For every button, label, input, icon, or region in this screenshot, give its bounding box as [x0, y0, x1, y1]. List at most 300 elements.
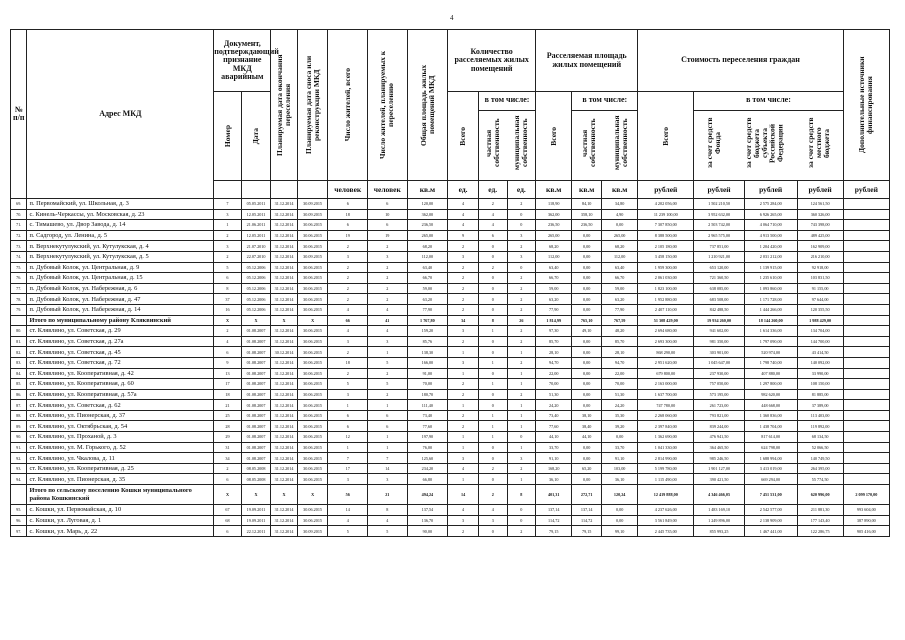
col-total-area: Общая площадь жилых помещений МКД [418, 64, 436, 146]
cell-c_fed: 3 413 019,00 [744, 463, 797, 474]
cell-area: 159,20 [407, 326, 448, 337]
cell-plan: 10 [368, 209, 408, 220]
cell-a_pr: 0,00 [572, 389, 602, 400]
cell-r_pr: 3 [478, 515, 507, 526]
cell-docn: 7 [214, 199, 241, 210]
unit-sqm-4: кв.м [602, 181, 638, 199]
cell-end: 30.12.2014 [271, 347, 297, 358]
cell-c_all: 747 780,00 [638, 400, 694, 411]
cell-a_pr: 236,50 [572, 220, 602, 231]
cell-r_pr: 4 [478, 505, 507, 516]
cell-c_fund: 683 508,00 [694, 294, 745, 305]
cell-dem: 30.06.2015 [297, 368, 328, 379]
cell-a_mun: 59,00 [602, 283, 638, 294]
col-area-including: в том числе: [572, 96, 637, 111]
cell-c_all: 5 199 780,00 [638, 463, 694, 474]
cell-area: 76,00 [407, 442, 448, 453]
cell-c_loc: 33 990,00 [797, 368, 843, 379]
cell-docn: 28 [214, 421, 241, 432]
cell-plan: 14 [368, 463, 408, 474]
cell-docn: 13 [214, 368, 241, 379]
cell-r_all: 2 [448, 421, 479, 432]
cell-c_fed: 1 171 728,00 [744, 294, 797, 305]
cell-n: 70. [11, 209, 27, 220]
cell-plan: 4 [368, 515, 408, 526]
cell-a_pr: 84,10 [572, 199, 602, 210]
table-row [11, 515, 890, 526]
cell-a_pr: 137,14 [572, 505, 602, 516]
cell-c_fed: 624 798,00 [744, 442, 797, 453]
cell-docn: 34 [214, 453, 241, 464]
cell-c_fed: 982 620,00 [744, 389, 797, 400]
cell-dem: 30.06.2015 [297, 400, 328, 411]
cell-n: 91. [11, 442, 27, 453]
cell-dem: 30.06.2015 [297, 294, 328, 305]
cell-a_all: 28,10 [536, 347, 572, 358]
cell-a_all: 401,31 [536, 485, 572, 505]
cell-n: 79. [11, 304, 27, 315]
cell-r_all: 9 [448, 230, 479, 241]
cell-date: X [241, 315, 271, 326]
cell-a_pr: 0,00 [572, 379, 602, 390]
cell-res: 4 [328, 304, 368, 315]
cell-addr: с. Кошки, ул. Луговая, д. 1 [27, 515, 214, 526]
cell-res: 7 [328, 453, 368, 464]
cell-c_fed: 1 797 090,00 [744, 336, 797, 347]
cell-plan: 19 [368, 230, 408, 241]
cell-extra [843, 400, 889, 411]
cell-c_fed: 2 031 212,00 [744, 251, 797, 262]
cell-n: 93. [11, 463, 27, 474]
cell-area: 77,60 [407, 421, 448, 432]
cell-docn: 29 [214, 432, 241, 443]
cell-c_loc: 103 831,50 [797, 273, 843, 284]
cell-dem: 30.06.2015 [297, 463, 328, 474]
cell-r_all: 2 [448, 304, 479, 315]
cell-r_pr: 2 [478, 463, 507, 474]
cell-dem: 30.06.2015 [297, 453, 328, 464]
cell-res: 12 [328, 432, 368, 443]
col-address: Адрес МКД [27, 30, 214, 199]
cell-c_fund: 1 483 169,10 [694, 505, 745, 516]
table-row [11, 432, 890, 443]
cell-docn: 2 [214, 326, 241, 337]
cell-r_all: 3 [448, 251, 479, 262]
cell-res: 2 [328, 347, 368, 358]
cell-n: 81. [11, 336, 27, 347]
cell-docn: 5 [214, 262, 241, 273]
cell-c_loc: 140 092,00 [797, 357, 843, 368]
cell-addr: п. Дубовый Колок, ул. Центральная, д. 15 [27, 273, 214, 284]
cell-date: 19.09.2011 [241, 505, 271, 516]
table-row [11, 304, 890, 315]
cell-n: 73. [11, 241, 27, 252]
cell-c_all: 2 061 030,00 [638, 273, 694, 284]
cell-c_fed: 1 204 420,00 [744, 241, 797, 252]
cell-c_all: 2 693 300,00 [638, 336, 694, 347]
cell-r_all: 3 [448, 326, 479, 337]
cell-c_loc: 1 988 429,00 [797, 315, 843, 326]
cell-r_all: 2 [448, 389, 479, 400]
table-row [11, 453, 890, 464]
cell-c_fed: 7 451 531,00 [744, 485, 797, 505]
cell-a_pr: 0,00 [572, 442, 602, 453]
unit-rub-4: рублей [797, 181, 843, 199]
cell-dem: 30.06.2015 [297, 262, 328, 273]
cell-c_fund: 1 502 210,50 [694, 199, 745, 210]
cell-c_loc: 216 210,00 [797, 251, 843, 262]
table-row [11, 220, 890, 231]
cell-res: 3 [328, 474, 368, 485]
cell-r_all: 3 [448, 453, 479, 464]
cell-c_loc: 162 909,00 [797, 241, 843, 252]
table-row [11, 410, 890, 421]
cell-n: 97. [11, 526, 27, 537]
cell-plan: 5 [368, 379, 408, 390]
cell-r_mun: 1 [507, 442, 536, 453]
cell-a_all: 236,50 [536, 220, 572, 231]
cell-r_mun: 1 [507, 379, 536, 390]
cell-r_pr: 1 [478, 421, 507, 432]
cell-end: 31.12.2014 [271, 515, 297, 526]
cell-c_all: 2 163 000,00 [638, 379, 694, 390]
cell-n: 84. [11, 368, 27, 379]
cell-area: 91,00 [407, 368, 448, 379]
cell-plan: 5 [368, 526, 408, 537]
cell-a_all: 63,20 [536, 294, 572, 305]
cell-addr: ст. Клявлино, ул. Советская, д. 27а [27, 336, 214, 347]
cell-dem: 30.06.2015 [297, 505, 328, 516]
unit-units-3: ед. [507, 181, 536, 199]
cell-docn: X [214, 315, 241, 326]
cell-end: 31.12.2014 [271, 294, 297, 305]
cell-a_pr: 0,00 [572, 230, 602, 241]
cell-r_mun: 2 [507, 326, 536, 337]
cell-end: 31.12.2014 [271, 251, 297, 262]
cell-dem: 30.09.2015 [297, 209, 328, 220]
cell-area: 66,80 [407, 474, 448, 485]
cell-r_pr: 0 [478, 526, 507, 537]
cell-a_pr: 272,71 [572, 485, 602, 505]
cell-extra [843, 474, 889, 485]
cell-c_loc: 43 414,50 [797, 347, 843, 358]
total-row [11, 485, 890, 505]
cell-date: 01.08.2007 [241, 357, 271, 368]
cell-c_fed: 1 093 860,00 [744, 283, 797, 294]
cell-a_pr: 765,10 [572, 315, 602, 326]
cell-c_all: 1 041 330,00 [638, 442, 694, 453]
cell-end: 31.12.2014 [271, 421, 297, 432]
cell-c_loc: 620 996,00 [797, 485, 843, 505]
cell-c_fund: 842 488,50 [694, 304, 745, 315]
cell-end: 31.12.2014 [271, 474, 297, 485]
cell-a_mun: 99,10 [602, 526, 638, 537]
cell-area: 77,90 [407, 304, 448, 315]
cell-addr: ст. Клявлино, ул. Проханой, д. 3 [27, 432, 214, 443]
cell-r_all: 4 [448, 220, 479, 231]
cell-c_fed: 817 614,00 [744, 432, 797, 443]
cell-addr: ст. Клявлино, ул. Кооперативная, д. 57а [27, 389, 214, 400]
cell-r_all: 2 [448, 273, 479, 284]
cell-res: 56 [328, 485, 368, 505]
cell-a_all: 91,10 [536, 453, 572, 464]
unit-people-1: человек [328, 181, 368, 199]
cell-r_mun: 0 [507, 432, 536, 443]
col-area-municipal: муниципальная собственность [612, 116, 630, 171]
cell-res: 6 [328, 410, 368, 421]
unit-people-2: человек [368, 181, 408, 199]
cell-a_mun: 36,10 [602, 474, 638, 485]
cell-plan: 2 [368, 283, 408, 294]
cell-date: 01.08.2007 [241, 379, 271, 390]
cell-r_mun: 1 [507, 410, 536, 421]
table-row [11, 273, 890, 284]
cell-c_fund: 981 350,00 [694, 336, 745, 347]
cell-extra [843, 199, 889, 210]
cell-a_pr: 0,00 [572, 453, 602, 464]
cell-a_mun: 112,00 [602, 251, 638, 262]
table-body [11, 199, 890, 537]
cell-r_mun: 3 [507, 453, 536, 464]
unit-rub-5: рублей [843, 181, 889, 199]
table-row [11, 463, 890, 474]
cell-extra [843, 251, 889, 262]
cell-end: 31.12.2014 [271, 442, 297, 453]
cell-area: 494,24 [407, 485, 448, 505]
cell-a_pr: 49,10 [572, 326, 602, 337]
cell-r_mun: 0 [507, 505, 536, 516]
cell-c_loc: 211 881,30 [797, 505, 843, 516]
cell-c_loc: 68 134,50 [797, 432, 843, 443]
cell-r_all: 4 [448, 463, 479, 474]
cell-a_all: 1 814,99 [536, 315, 572, 326]
cell-c_loc: 360 326,00 [797, 209, 843, 220]
table-row [11, 505, 890, 516]
cell-c_fed: 1 139 915,00 [744, 262, 797, 273]
cell-c_fed: 2 575 284,00 [744, 199, 797, 210]
cell-dem: 30.06.2015 [297, 515, 328, 526]
cell-c_all: 11 239 100,00 [638, 209, 694, 220]
cell-plan: 3 [368, 474, 408, 485]
cell-res: 4 [328, 515, 368, 526]
cell-c_all: 1 959 300,00 [638, 262, 694, 273]
cell-c_fund: 1 901 127,00 [694, 463, 745, 474]
cell-c_fed: 18 144 260,00 [744, 315, 797, 326]
cell-r_pr: 0 [478, 283, 507, 294]
cell-docn: 37 [214, 294, 241, 305]
cell-c_all: 679 800,00 [638, 368, 694, 379]
cell-c_all: 1 823 100,00 [638, 283, 694, 294]
col-doc-date: Дата [251, 127, 261, 145]
cell-a_mun: 85,70 [602, 336, 638, 347]
table-row [11, 326, 890, 337]
cell-extra [843, 304, 889, 315]
cell-extra [843, 442, 889, 453]
table-row [11, 230, 890, 241]
cell-addr: ст. Клявлино, ул. Советская, д. 45 [27, 347, 214, 358]
cell-plan: 4 [368, 304, 408, 315]
cell-area: 120,00 [407, 199, 448, 210]
col-cost: Стоимость переселения граждан [638, 30, 843, 92]
cell-c_fund: 19 934 260,00 [694, 315, 745, 326]
cell-r_mun: 2 [507, 273, 536, 284]
cell-r_all: 1 [448, 347, 479, 358]
cell-area: 1 767,80 [407, 315, 448, 326]
cell-c_all: 2 694 680,00 [638, 326, 694, 337]
cell-date: 19.09.2011 [241, 515, 271, 526]
cell-r_mun: 3 [507, 230, 536, 241]
cell-area: 137,54 [407, 505, 448, 516]
cell-r_pr: 0 [478, 336, 507, 347]
cell-area: 59,00 [407, 283, 448, 294]
table-header [11, 30, 890, 199]
table-row [11, 262, 890, 273]
cell-c_fed: 407 880,00 [744, 368, 797, 379]
cell-r_pr: 0 [478, 241, 507, 252]
cell-c_fed: 4 913 500,00 [744, 230, 797, 241]
cell-area: 90,00 [407, 526, 448, 537]
cell-a_all: 44,10 [536, 432, 572, 443]
cell-plan: 3 [368, 336, 408, 347]
cell-area: 63,20 [407, 294, 448, 305]
cell-c_loc: 177 143,40 [797, 515, 843, 526]
cell-plan: 2 [368, 262, 408, 273]
cell-plan: 2 [368, 294, 408, 305]
cell-a_mun: 4,90 [602, 209, 638, 220]
cell-a_mun: 24,20 [602, 400, 638, 411]
cell-c_fund: 2 503 742,00 [694, 220, 745, 231]
cell-addr: ст. Клявлино, ул. Чкалова, д. 11 [27, 453, 214, 464]
cell-dem: 30.09.2015 [297, 251, 328, 262]
cell-extra [843, 326, 889, 337]
cell-r_all: 2 [448, 241, 479, 252]
cell-n: 72. [11, 230, 27, 241]
cell-c_all: 2 951 620,00 [638, 357, 694, 368]
cell-addr: п. Садгород, ул. Ленина, д. 5 [27, 230, 214, 241]
cell-n: 77. [11, 283, 27, 294]
cell-end: X [271, 315, 297, 326]
col-planned-demolition: Планируемая дата сноса или реконструкции МКД [303, 55, 321, 155]
cell-n: 95. [11, 505, 27, 516]
cell-c_all: 868 290,00 [638, 347, 694, 358]
cell-r_all: 1 [448, 432, 479, 443]
cell-end: 31.12.2014 [271, 505, 297, 516]
cell-date: 01.08.2007 [241, 421, 271, 432]
cell-end: 31.12.2014 [271, 262, 297, 273]
cell-c_fed: 1 444 266,00 [744, 304, 797, 315]
unit-sqm-3: кв.м [572, 181, 602, 199]
cell-a_mun: 63,20 [602, 294, 638, 305]
cell-extra [843, 230, 889, 241]
cell-extra [843, 336, 889, 347]
unit-sqm-2: кв.м [536, 181, 572, 199]
cell-c_all: 1 362 690,00 [638, 432, 694, 443]
cell-extra: 387 890,00 [843, 515, 889, 526]
table-row [11, 400, 890, 411]
table-row [11, 209, 890, 220]
cell-plan: 2 [368, 241, 408, 252]
cell-a_pr: 0,00 [572, 336, 602, 347]
cell-dem: X [297, 315, 328, 326]
cell-c_loc: 92 918,00 [797, 262, 843, 273]
cell-c_loc: 37 389,00 [797, 400, 843, 411]
cell-r_pr: 0 [478, 304, 507, 315]
cell-dem: 30.06.2015 [297, 220, 328, 231]
cell-r_pr: 4 [478, 220, 507, 231]
cell-res: 1 [328, 400, 368, 411]
cell-c_all: 4 202 056,00 [638, 199, 694, 210]
cell-a_pr: 0,00 [572, 294, 602, 305]
cell-a_pr: 0,00 [572, 304, 602, 315]
cell-dem: 30.06.2015 [297, 347, 328, 358]
cell-c_loc: 97 644,00 [797, 294, 843, 305]
cell-n: 94. [11, 474, 27, 485]
cell-date: 21.07.2010 [241, 241, 271, 252]
cell-extra [843, 432, 889, 443]
cell-addr: ст. Клявлино, ул. Октябрьская, д. 54 [27, 421, 214, 432]
cell-c_fund: 638 085,00 [694, 283, 745, 294]
cell-r_all: 34 [448, 315, 479, 326]
col-area-private: частная собственность [579, 119, 597, 168]
cell-addr: с. Кинель-Черкассы, ул. Московская, д. 23 [27, 209, 214, 220]
cell-plan: 3 [368, 251, 408, 262]
cell-dem: 30.06.2015 [297, 421, 328, 432]
table-row [11, 379, 890, 390]
cell-docn: 6 [214, 474, 241, 485]
cell-r_all: 2 [448, 379, 479, 390]
cell-c_loc: 52 066,50 [797, 442, 843, 453]
cell-a_all: 68,20 [536, 241, 572, 252]
cell-end: 31.12.2014 [271, 432, 297, 443]
cell-c_fed: 4 064 710,00 [744, 220, 797, 231]
col-cost-federal: за счет средств бюджета субъекта Российской Федерации [743, 118, 785, 169]
cell-plan: 6 [368, 410, 408, 421]
cell-c_all: 12 419 888,00 [638, 485, 694, 505]
cell-a_mun: 767,59 [602, 315, 638, 326]
cell-end: 31.12.2014 [271, 273, 297, 284]
cell-c_loc: 122 286,75 [797, 526, 843, 537]
cell-res: 5 [328, 379, 368, 390]
col-doc-number: Номер [222, 124, 232, 148]
cell-r_pr: 0 [478, 251, 507, 262]
cell-a_all: 63,40 [536, 262, 572, 273]
cell-r_mun: 2 [507, 304, 536, 315]
cell-res: 18 [328, 209, 368, 220]
cell-extra [843, 262, 889, 273]
cell-a_mun: 63,40 [602, 262, 638, 273]
cell-area: 236,50 [407, 220, 448, 231]
cell-extra [843, 273, 889, 284]
cell-a_mun: 35,30 [602, 410, 638, 421]
cell-a_all: 137,14 [536, 505, 572, 516]
cell-date: 05.12.2006 [241, 273, 271, 284]
cell-r_pr: 2 [478, 199, 507, 210]
cell-extra [843, 209, 889, 220]
cell-a_mun: 39,20 [602, 421, 638, 432]
cell-area: 197,90 [407, 432, 448, 443]
cell-a_all: 362,00 [536, 209, 572, 220]
col-residents-total: Число жителей, всего [342, 68, 352, 142]
cell-r_pr: 6 [478, 230, 507, 241]
cell-docn: 2 [214, 251, 241, 262]
cell-r_mun: 0 [507, 262, 536, 273]
cell-extra [843, 294, 889, 305]
cell-extra [843, 368, 889, 379]
cell-res: 5 [328, 526, 368, 537]
cell-extra [843, 283, 889, 294]
cell-a_all: 59,00 [536, 283, 572, 294]
cell-c_fund: 653 120,00 [694, 262, 745, 273]
